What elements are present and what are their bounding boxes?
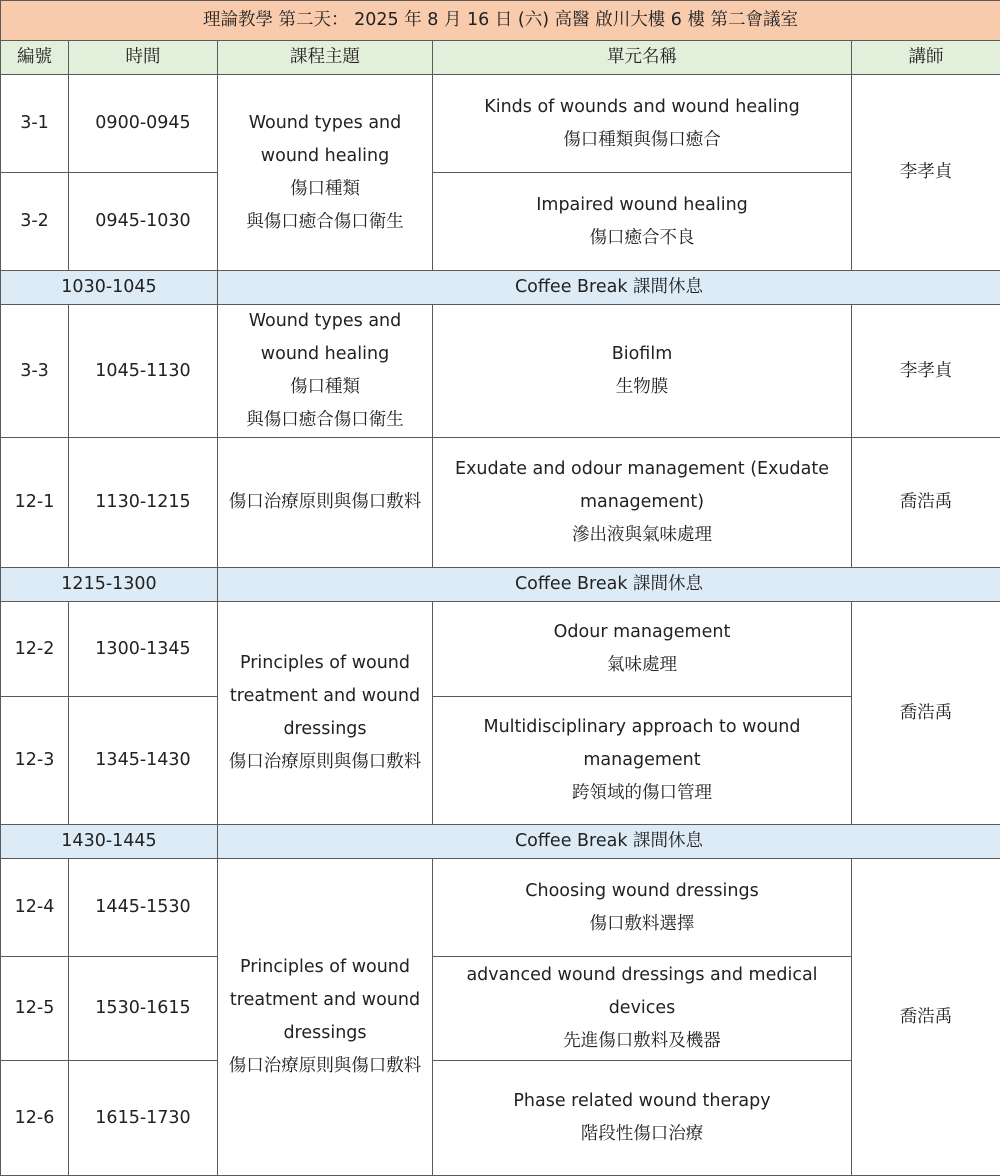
unit-zh-line: 滲出液與氣味處理 — [572, 525, 712, 545]
topic-cell — [218, 602, 433, 825]
topic-cell — [218, 75, 433, 271]
unit-cell — [433, 957, 852, 1061]
header-no: 編號 — [1, 41, 69, 75]
break-label: Coffee Break 課間休息 — [218, 568, 1000, 602]
header-row — [1, 41, 1000, 75]
break-label: Coffee Break 課間休息 — [218, 271, 1000, 305]
table-row — [1, 1061, 1000, 1176]
unit-zh-line: 跨領域的傷口管理 — [572, 783, 712, 803]
header-unit: 單元名稱 — [433, 41, 852, 75]
break-label: Coffee Break 課間休息 — [218, 825, 1000, 859]
row-number: 12-5 — [1, 957, 69, 1061]
unit-zh-line: 階段性傷口治療 — [580, 1124, 704, 1144]
row-time: 1615-1730 — [69, 1061, 218, 1176]
topic-zh-line: 與傷口癒合傷口衛生 — [246, 211, 404, 232]
topic-en-line: Wound types and — [248, 311, 402, 331]
unit-en-line: Impaired wound healing — [536, 194, 748, 215]
unit-en-line: Kinds of wounds and wound healing — [484, 96, 800, 117]
schedule-title: 理論教學 第二天： 2025 年 8 月 16 日 (六) 高醫 啟川大樓 6 樓 第二會議室 — [1, 1, 1000, 41]
lecturer-cell: 喬浩禹 — [852, 859, 1000, 1176]
break-row — [1, 271, 1000, 305]
break-time: 1430-1445 — [1, 825, 218, 859]
unit-zh-line: 氣味處理 — [607, 655, 677, 675]
break-row — [1, 825, 1000, 859]
row-number: 3-3 — [1, 305, 69, 438]
table-row — [1, 438, 1000, 568]
topic-zh-line: 傷口治療原則與傷口敷料 — [228, 1056, 422, 1076]
unit-zh-line: 先進傷口敷料及機器 — [563, 1031, 721, 1051]
header-topic: 課程主題 — [218, 41, 433, 75]
unit-en-line: Phase related wound therapy — [513, 1091, 771, 1111]
row-number: 3-2 — [1, 173, 69, 271]
break-row — [1, 568, 1000, 602]
unit-zh-line: 生物膜 — [615, 377, 669, 397]
row-number: 12-4 — [1, 859, 69, 957]
unit-cell — [433, 859, 852, 957]
row-number: 12-2 — [1, 602, 69, 697]
row-number: 12-1 — [1, 438, 69, 568]
unit-cell — [433, 305, 852, 438]
lecturer-cell: 李孝貞 — [852, 305, 1000, 438]
lecturer-cell: 李孝貞 — [852, 75, 1000, 271]
table-row — [1, 173, 1000, 271]
unit-en-line: management) — [579, 492, 705, 512]
row-time: 1300-1345 — [69, 602, 218, 697]
unit-en-line: management — [583, 750, 701, 770]
topic-zh-line: 傷口治療原則與傷口敷料 — [228, 752, 422, 772]
topic-zh-line: 傷口種類 — [290, 178, 360, 199]
topic-en-line: Principles of wound — [239, 653, 411, 673]
topic-en-line: treatment and wound — [229, 686, 421, 706]
unit-cell — [433, 697, 852, 825]
topic-cell — [218, 438, 433, 568]
row-time: 0945-1030 — [69, 173, 218, 271]
break-time: 1030-1045 — [1, 271, 218, 305]
unit-cell — [433, 1061, 852, 1176]
row-time: 1445-1530 — [69, 859, 218, 957]
header-time: 時間 — [69, 41, 218, 75]
row-time: 0900-0945 — [69, 75, 218, 173]
topic-zh-line: 與傷口癒合傷口衛生 — [246, 410, 404, 430]
table-row — [1, 859, 1000, 957]
row-number: 3-1 — [1, 75, 69, 173]
table-row — [1, 305, 1000, 438]
unit-cell — [433, 602, 852, 697]
break-time: 1215-1300 — [1, 568, 218, 602]
row-number: 12-6 — [1, 1061, 69, 1176]
unit-zh-line: 傷口種類與傷口癒合 — [563, 129, 721, 150]
title-row — [1, 1, 1000, 41]
lecturer-cell: 喬浩禹 — [852, 438, 1000, 568]
row-time: 1130-1215 — [69, 438, 218, 568]
row-time: 1530-1615 — [69, 957, 218, 1061]
unit-en-line: advanced wound dressings and medical — [466, 965, 818, 985]
unit-cell — [433, 438, 852, 568]
topic-cell — [218, 305, 433, 438]
lecturer-cell: 喬浩禹 — [852, 602, 1000, 825]
row-number: 12-3 — [1, 697, 69, 825]
topic-en-line: treatment and wound — [229, 990, 421, 1010]
table-row — [1, 602, 1000, 697]
header-lecturer: 講師 — [852, 41, 1000, 75]
unit-zh-line: 傷口敷料選擇 — [589, 913, 695, 934]
unit-en-line: Exudate and odour management (Exudate — [455, 459, 829, 479]
unit-en-line: Odour management — [553, 622, 731, 642]
topic-en-line: dressings — [283, 719, 367, 739]
table-row — [1, 957, 1000, 1061]
unit-cell — [433, 173, 852, 271]
unit-en-line: Multidisciplinary approach to wound — [483, 717, 801, 737]
table-row — [1, 75, 1000, 173]
row-time: 1345-1430 — [69, 697, 218, 825]
topic-en-line: Principles of wound — [239, 957, 411, 977]
topic-en-line: dressings — [283, 1023, 367, 1043]
unit-en-line: Choosing wound dressings — [525, 880, 759, 901]
topic-zh-line: 傷口治療原則與傷口敷料 — [228, 492, 422, 512]
topic-en-line: Wound types and — [248, 112, 402, 133]
topic-en-line: wound healing — [260, 344, 390, 364]
unit-en-line: devices — [608, 998, 676, 1018]
topic-zh-line: 傷口種類 — [290, 377, 360, 397]
unit-cell — [433, 75, 852, 173]
topic-cell — [218, 859, 433, 1176]
row-time: 1045-1130 — [69, 305, 218, 438]
table-row — [1, 697, 1000, 825]
unit-en-line: Biofilm — [611, 344, 673, 364]
topic-en-line: wound healing — [260, 145, 390, 166]
unit-zh-line: 傷口癒合不良 — [589, 227, 695, 248]
